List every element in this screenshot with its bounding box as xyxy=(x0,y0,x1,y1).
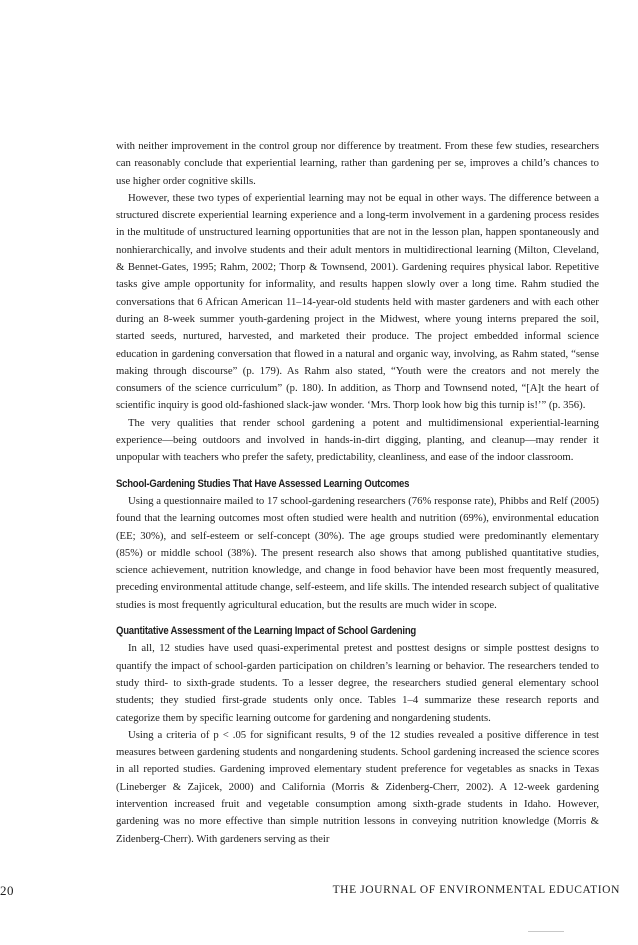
paragraph: The very qualities that render school gardening a potent and multidimensional experiential-learning experience—being outdoors and involved in hands-in-dirt digging, planting, and cleanup—may render it unpopular with teachers who prefer the safety, predictability, cleanliness, and ease of the indoor classroom. xyxy=(116,416,599,464)
journal-title: THE JOURNAL OF ENVIRONMENTAL EDUCATION xyxy=(332,884,620,896)
section-heading: School-Gardening Studies That Have Assessed Learning Outcomes xyxy=(116,477,410,490)
paragraph: However, these two types of experiential learning may not be equal in other ways. The difference between a structured discrete experiential learning experience and a long-term involvement in a gardening process resides in the multitude of unstructured learning opportunities that are not in the lesson plan, happen spontaneously and nonhierarchically, and involve students and their adult mentors in multidirectional learning (Milton, Cleveland, & Bennet-Gates, 1995; Rahm, 2002; Thorp & Townsend, 2001). Gardening requires physical labor. Repetitive tasks give ample opportunity for informality, and results happen slowly over a long time. Rahm studied the conversations that 6 African American 11–14-year-old students held with master gardeners and with each other during an 8-week summer youth-gardening project in the Midwest, where young interns prepared the soil, started seeds, nurtured, harvested, and marketed their produce. The project embedded informal science education in gardening conversation that flowed in a natural and organic way, involving, as Rahm stated, “sense making through discourse” (p. 179). As Rahm also stated, “Youth were the creators and not merely the consumers of the science curriculum” (p. 180). In addition, as Thorp and Townsend noted, “[A]t the heart of scientific inquiry is good old-fashioned slack-jaw wonder. ‘Mrs. Thorp look how big this turnip is!’” (p. 356). xyxy=(116,191,599,412)
footer-divider xyxy=(528,931,564,932)
paragraph: In all, 12 studies have used quasi-experimental pretest and posttest designs or simple posttest designs to quantify the impact of school-garden participation on children’s learning or behavior. The researchers tended to study third- to sixth-grade students. To a lesser degree, the researchers studied general elementary school students; they studied first-grade students only once. Tables 1–4 summarize these research reports and categorize them by specific learning outcome for gardening and nongardening students. xyxy=(116,642,599,724)
section-heading: Quantitative Assessment of the Learning Impact of School Gardening xyxy=(116,625,417,638)
body-text xyxy=(116,138,599,848)
page-number: 20 xyxy=(0,883,14,898)
paragraph: Using a questionnaire mailed to 17 school-gardening researchers (76% response rate), Phibbs and Relf (2005) found that the learning outcomes most often studied were health and nutrition (69%), environmental education (EE; 30%), and self-esteem or self-concept (30%). The age groups studied were predominantly elementary (85%) or middle school (38%). The present research also shows that among published quantitative studies, science achievement, nutrition knowledge, and change in food behavior have been most frequently measured, preceding environmental attitude change, self-esteem, and life skills. The intended research subject of qualitative studies is most frequently agricultural education, but the results are much wider in scope. xyxy=(116,494,599,611)
paragraph: with neither improvement in the control group nor difference by treatment. From these few studies, researchers can reasonably conclude that experiential learning, rather than gardening per se, improves a child’s chances to use higher order cognitive skills. xyxy=(116,140,599,187)
paragraph: Using a criteria of p < .05 for significant results, 9 of the 12 studies revealed a positive difference in test measures between gardening students and nongardening students. School gardening increased the science scores in all reported studies. Gardening improved elementary student preference for vegetables as snacks in Texas (Lineberger & Zajicek, 2000) and California (Morris & Zidenberg-Cherr, 2002). A 12-week gardening intervention increased fruit and vegetable consumption among sixth-grade students in Idaho. However, gardening was no more effective than simple nutrition lessons in conveying nutrition knowledge (Morris & Zidenberg-Cherr). With gardeners serving as their xyxy=(116,728,599,845)
